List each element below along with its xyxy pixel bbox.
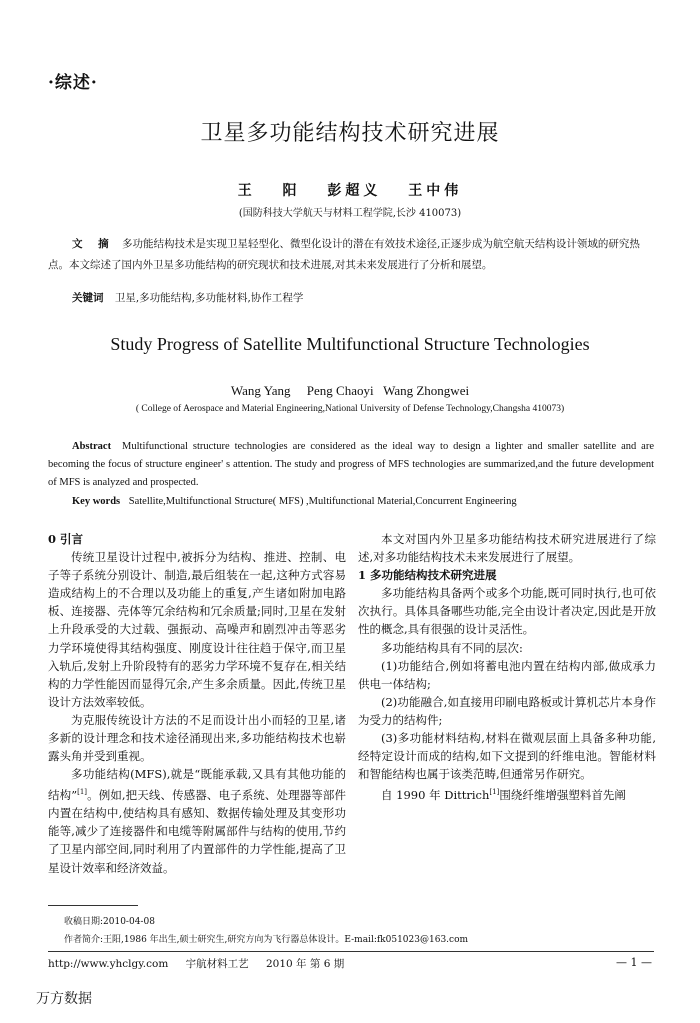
paragraph-text: 自 1990 年 Dittrich	[381, 788, 490, 803]
paragraph: (3)多功能材料结构,材料在微观层面上具备多种功能,经特定设计而成的结构,如下文提到的纤维电池。智能材料和智能结构也属于该类范畴,但通常另作研究。	[358, 731, 656, 782]
keywords-cn-label: 关键词	[72, 292, 104, 304]
abstract-en-text: Multifunctional structure technologies are considered as the ideal way to design a lighter and smaller satellite and are becoming the focus of structure engineer' s attention. The study and progress of MFS technologies are summarized,and the future development of MFS is analyzed and prospected.	[48, 441, 654, 488]
abstract-en	[48, 438, 654, 492]
authors-en: Wang Yang Peng Chaoyi Wang Zhongwei	[230, 383, 470, 398]
abstract-cn-label: 文 摘	[72, 238, 115, 250]
footer-url[interactable]: http://www.yhclgy.com	[48, 958, 169, 970]
section-heading: 1 多功能结构技术研究进展	[358, 568, 497, 583]
paragraph	[48, 765, 346, 876]
keywords-cn	[72, 290, 303, 305]
keywords-cn-text: 卫星,多功能结构,多功能材料,协作工程学	[114, 292, 304, 304]
paragraph: 为克服传统设计方法的不足而设计出小而轻的卫星,诸多新的设计理念和技术途径涌现出来,多功能结构技术也崭露头角并受到重视。	[48, 712, 346, 764]
footnote-divider	[48, 905, 138, 906]
paragraph: 传统卫星设计过程中,被拆分为结构、推进、控制、电子等子系统分别设计、制造,最后组装在一起,这种方式容易造成结构上的不合理以及功能上的重复,产生诸如附加电路板、连接器、壳体等冗余结构和冗余质量;同时,卫星在发射上升段承受的大过载、强振动、高噪声和剧烈冲击等恶劣力学环境使得其结构强度、刚度设计往往趋于保守,而卫星入轨后,发射上升阶段特有的恶劣力学环境不复存在,相关结构的力学性能因而显得冗余,产生多余质量。因此,传统卫星设计方法效率较低。	[48, 550, 346, 709]
body-column-right	[358, 530, 656, 804]
keywords-en	[72, 496, 517, 507]
paragraph: (1)功能结合,例如将蓄电池内置在结构内部,做成承力供电一体结构;	[358, 658, 656, 691]
paragraph: (2)功能融合,如直接用印刷电路板或计算机芯片本身作为受力的结构件;	[358, 694, 656, 727]
paper-title-cn: 卫星多功能结构技术研究进展	[200, 121, 500, 146]
paragraph-text: 。例如,把天线、传感器、电子系统、处理器等部件内置在结构中,使结构具有感知、数据传输处理及其变形功能等,减少了连接器件和电缆等附属部件与结构的使用,节约了卫星内部空间,同时利用了内置部件的力学性能,提高了卫星设计效率和经济效益。	[48, 788, 346, 875]
affiliation-en: ( College of Aerospace and Material Engineering,National University of Defense Technology,Changsha 410073)	[135, 404, 565, 414]
authors-cn: 王 阳 彭超义 王中伟	[237, 183, 463, 199]
citation-ref: [1]	[489, 788, 500, 797]
paragraph-text: 围绕纤维增强塑料首先阐	[499, 788, 626, 803]
page-number: — 1 —	[616, 956, 652, 969]
abstract-en-label: Abstract	[72, 441, 112, 452]
footnote-received: 收稿日期:2010-04-08	[64, 917, 155, 927]
keywords-en-text: Satellite,Multifunctional Structure( MFS) ,Multifunctional Material,Concurrent Engineering	[128, 496, 517, 507]
body-column-left	[48, 530, 346, 877]
abstract-cn-text: 多功能结构技术是实现卫星轻型化、微型化设计的潜在有效技术途径,正逐步成为航空航天结构设计领域的研究热点。本文综述了国内外卫星多功能结构的研究现状和技术进展,对其未来发展进行了分析和展望。	[48, 238, 640, 271]
citation-ref: [1]	[77, 788, 88, 797]
footer-issue: 2010 年 第 6 期	[265, 958, 345, 970]
footer-journal: 宇航材料工艺	[185, 958, 249, 970]
section-heading: 0 引言	[48, 532, 84, 546]
footer-info	[48, 956, 358, 971]
section-tag: ·综述·	[48, 73, 98, 93]
paragraph: 多功能结构具有不同的层次:	[381, 640, 523, 655]
affiliation-cn: (国防科技大学航天与材料工程学院,长沙 410073)	[238, 208, 462, 219]
paragraph-text: 多功能结构(MFS),就是“既能承载,又具有其他功能的结构”	[48, 767, 346, 803]
keywords-en-label: Key words	[72, 496, 121, 507]
footer-divider	[48, 951, 654, 952]
abstract-cn	[48, 234, 654, 276]
footnote-author-bio: 作者简介:王阳,1986 年出生,硕士研究生,研究方向为飞行器总体设计。E-mail:fk051023@163.com	[64, 935, 469, 945]
paper-title-en: Study Progress of Satellite Multifunctional Structure Technologies	[110, 334, 590, 354]
paragraph: 本文对国内外卫星多功能结构技术研究进展进行了综述,对多功能结构技术未来发展进行了展望。	[358, 532, 656, 565]
paragraph	[358, 783, 656, 804]
watermark: 万方数据	[36, 991, 92, 1007]
paragraph: 多功能结构具备两个或多个功能,既可同时执行,也可依次执行。具体具备哪些功能,完全由设计者决定,因此是开放性的概念,具有很强的设计灵活性。	[358, 586, 656, 637]
